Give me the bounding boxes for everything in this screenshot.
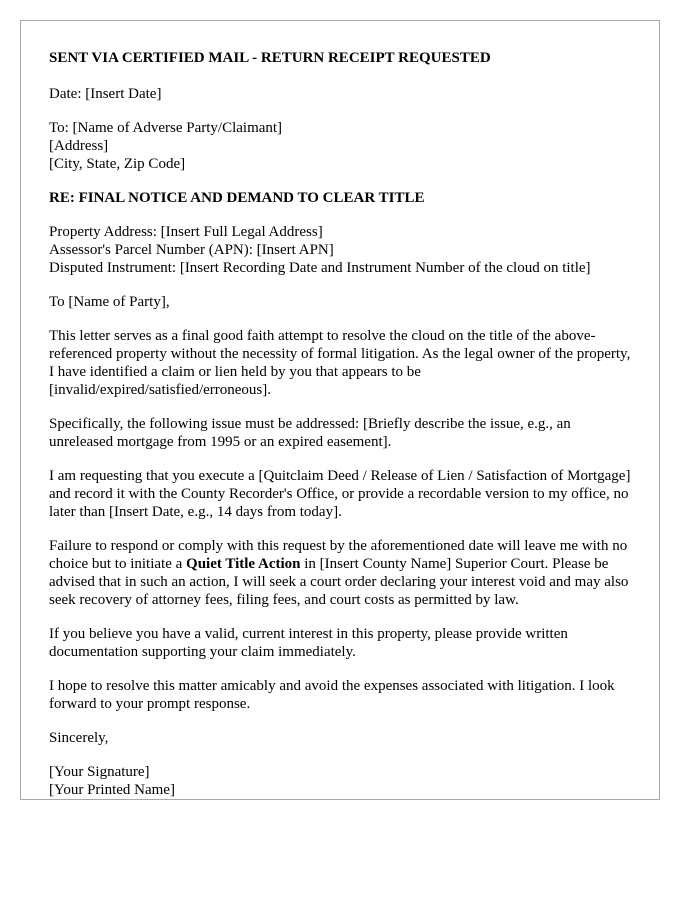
signature-block [49,763,635,799]
property-address-line: Property Address: [Insert Full Legal Address] [49,224,323,240]
recipient-block [49,119,635,173]
letter-body [49,49,635,800]
signature-line: [Your Signature] [49,764,150,780]
paragraph-purpose: This letter serves as a final good faith attempt to resolve the cloud on the title of the above-referenced property without the necessity of formal litigation. As the legal owner of the property, I have identified a claim or lien held by you that appears to be [invalid/expired/satisfied/erroneous]. [49,328,631,398]
disputed-instrument-line: Disputed Instrument: [Insert Recording Date and Instrument Number of the cloud on title] [49,260,591,276]
consequence-text-start: Failure to respond or comply with this request by the aforementioned date will leave me with no choice but to initiate a [49,538,628,572]
recipient-city-line: [City, State, Zip Code] [49,156,186,172]
date-line: Date: [Insert Date] [49,86,162,102]
paragraph-request: I am requesting that you execute a [Quitclaim Deed / Release of Lien / Satisfaction of Mortgage] and record it with the County Recorder's Office, or provide a recordable version to my office, no later than [Insert Date, e.g., 14 days from today]. [49,468,631,520]
consequence-text-end: in [Insert County Name] Superior Court. Please be advised that in such an action, I will seek a court order declaring your interest void and may also seek recovery of attorney fees, filing fees, and court costs as permitted by law. [49,556,629,608]
letter-page [20,20,660,800]
salutation: To [Name of Party], [49,294,170,310]
paragraph-issue: Specifically, the following issue must be addressed: [Briefly describe the issue, e.g., an unreleased mortgage from 1995 or an expired easement]. [49,416,571,450]
recipient-address-line: [Address] [49,138,109,154]
paragraph-consequence [49,537,635,609]
quiet-title-action-emphasis: Quiet Title Action [186,556,301,572]
printed-name-line: [Your Printed Name] [49,782,175,798]
property-details-block [49,223,635,277]
paragraph-documentation: If you believe you have a valid, current interest in this property, please provide written documentation supporting your claim immediately. [49,626,568,660]
subject-line: RE: FINAL NOTICE AND DEMAND TO CLEAR TITLE [49,190,425,206]
apn-line: Assessor's Parcel Number (APN): [Insert APN] [49,242,334,258]
mailing-method-header: SENT VIA CERTIFIED MAIL - RETURN RECEIPT REQUESTED [49,50,491,66]
recipient-name-line: To: [Name of Adverse Party/Claimant] [49,120,283,136]
closing: Sincerely, [49,730,109,746]
paragraph-closing-remarks: I hope to resolve this matter amicably and avoid the expenses associated with litigation. I look forward to your prompt response. [49,678,615,712]
